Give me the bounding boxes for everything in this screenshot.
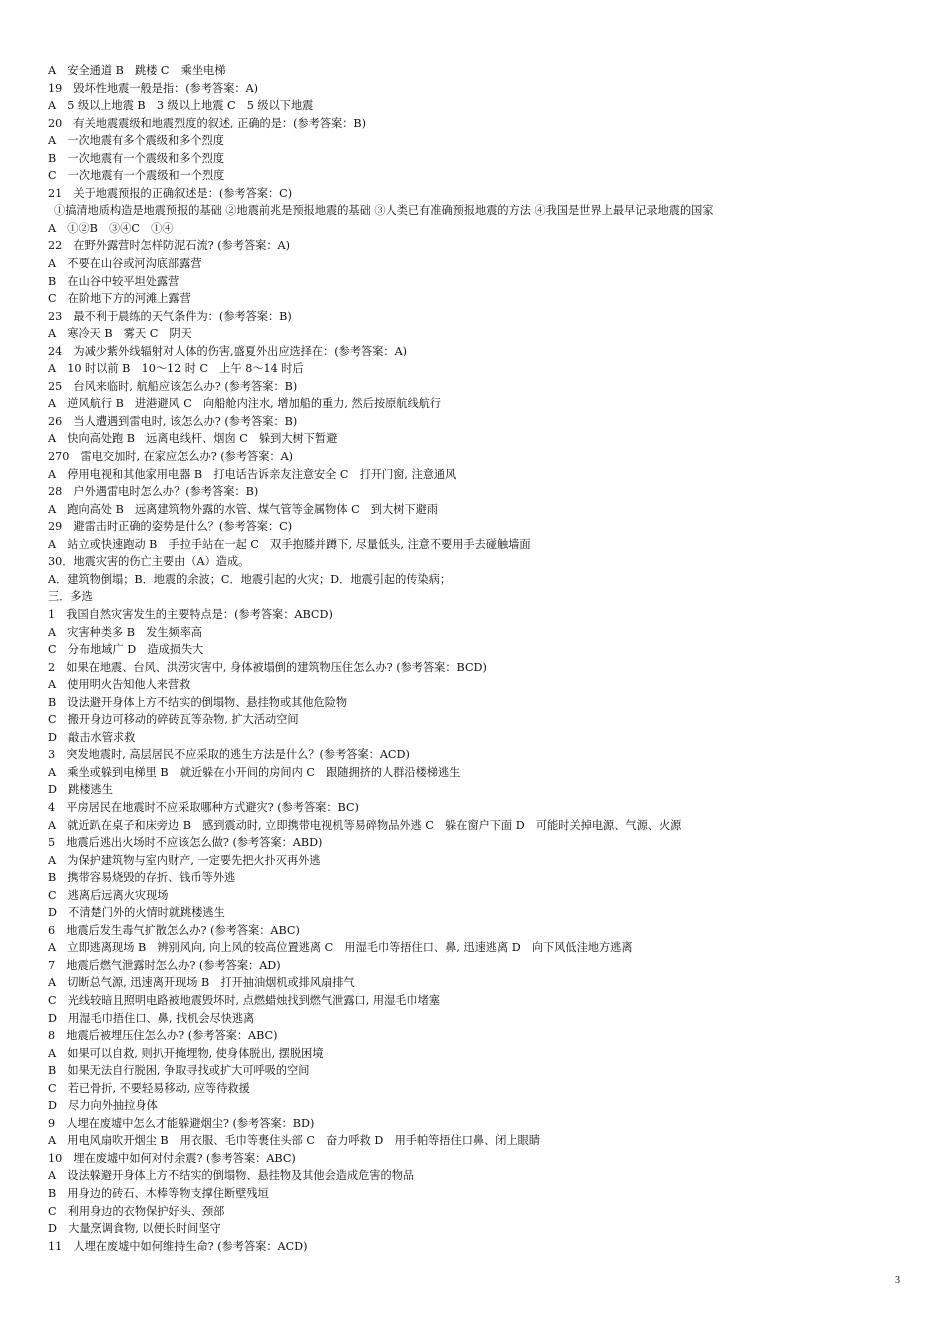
text-line: 10 埋在废墟中如何对付余震? (参考答案：ABC)	[48, 1151, 296, 1165]
text-line: ①搞清地质构造是地震预报的基础 ②地震前兆是预报地震的基础 ③人类已有准确预报地震的方法 ④我国是世界上最早记录地震的国家	[54, 204, 714, 218]
text-line: A 不要在山谷或河沟底部露营	[48, 257, 202, 271]
text-line: A 跑向高处 B 远离建筑物外露的水管、煤气管等金属物体 C 到大树下避雨	[48, 502, 438, 516]
text-line: B 如果无法自行脱困, 争取寻找或扩大可呼吸的空间	[48, 1064, 310, 1078]
text-line: A 10 时以前 B 10～12 时 C 上午 8～14 时后	[48, 362, 304, 376]
text-line: C 逃离后远离火灾现场	[48, 888, 169, 902]
text-line: C 在阶地下方的河滩上露营	[48, 292, 191, 306]
text-line: B 一次地震有一个震级和多个烈度	[48, 151, 225, 165]
text-line: D 敲击水管求救	[48, 730, 136, 744]
text-line: C 若已骨折, 不要轻易移动, 应等待救援	[48, 1081, 250, 1095]
text-line: 9 人埋在废墟中怎么才能躲避烟尘? (参考答案：BD)	[48, 1116, 315, 1130]
text-line: A 如果可以自救, 则扒开掩埋物, 使身体脱出, 摆脱困境	[48, 1046, 324, 1060]
text-line: C 利用身边的衣物保护好头、颈部	[48, 1204, 225, 1218]
text-line: 270 雷电交加时, 在家应怎么办? (参考答案：A)	[48, 450, 294, 464]
text-line: 6 地震后发生毒气扩散怎么办? (参考答案：ABC)	[48, 923, 300, 937]
text-line: 1 我国自然灾害发生的主要特点是：(参考答案：ABCD)	[48, 607, 333, 621]
text-line: A 切断总气源, 迅速离开现场 B 打开抽油烟机或排风扇排气	[48, 976, 355, 990]
text-line: C 一次地震有一个震级和一个烈度	[48, 169, 225, 183]
text-line: A 一次地震有多个震级和多个烈度	[48, 134, 224, 148]
text-line: 5 地震后逃出火场时不应该怎么做? (参考答案：ABD)	[48, 836, 323, 850]
text-line: A 5 级以上地震 B 3 级以上地震 C 5 级以下地震	[48, 99, 314, 113]
text-line: 2 如果在地震、台风、洪涝灾害中, 身体被塌倒的建筑物压住怎么办? (参考答案：BCD)	[48, 660, 487, 674]
text-line: 4 平房居民在地震时不应采取哪种方式避灾? (参考答案：BC)	[48, 800, 359, 814]
text-line: A 灾害种类多 B 发生频率高	[48, 625, 203, 639]
text-line: A 使用明火告知他人来营救	[48, 678, 191, 692]
text-line: A 就近趴在桌子和床旁边 B 感到震动时, 立即携带电视机等易碎物品外逃 C 躲在窗户下面 D 可能时关掉电源、气源、火源	[48, 818, 682, 832]
text-line: 11 人埋在废墟中如何维持生命? (参考答案：ACD)	[48, 1239, 308, 1253]
text-line: 22 在野外露营时怎样防泥石流? (参考答案：A)	[48, 239, 290, 253]
text-line: A 为保护建筑物与室内财产, 一定要先把火扑灭再外逃	[48, 853, 321, 867]
text-line: A 停用电视和其他家用电器 B 打电话告诉亲友注意安全 C 打开门窗, 注意通风	[48, 467, 457, 481]
text-line: D 尽力向外抽拉身体	[48, 1099, 158, 1113]
text-line: 21 关于地震预报的正确叙述是：(参考答案：C)	[48, 186, 293, 200]
text-line: 30．地震灾害的伤亡主要由（A）造成。	[48, 555, 250, 569]
document-body	[48, 62, 928, 1255]
text-line: A 安全通道 B 跳楼 C 乘坐电梯	[48, 64, 226, 77]
text-line: C 搬开身边可移动的碎砖瓦等杂物, 扩大活动空间	[48, 713, 299, 727]
text-line: A 立即逃离现场 B 辨别风向, 向上风的较高位置逃离 C 用湿毛巾等捂住口、鼻, 迅速逃离 D 向下风低洼地方逃离	[48, 941, 633, 955]
text-line: B 设法避开身体上方不结实的倒塌物、悬挂物或其他危险物	[48, 695, 348, 709]
text-line: A 快向高处跑 B 远离电线杆、烟囱 C 躲到大树下暂避	[48, 432, 338, 446]
text-line: 7 地震后燃气泄露时怎么办? (参考答案：AD)	[48, 958, 281, 972]
text-line: 三．多选	[48, 590, 93, 604]
text-line: 20 有关地震震级和地震烈度的叙述, 正确的是：(参考答案：B)	[48, 116, 366, 130]
text-line: D 不清楚门外的火情时就跳楼逃生	[48, 906, 225, 920]
text-line: C 分布地域广 D 造成损失大	[48, 643, 204, 657]
text-line: B 携带容易烧毁的存折、钱币等外逃	[48, 871, 236, 885]
text-line: 23 最不利于晨练的天气条件为：(参考答案：B)	[48, 309, 292, 323]
text-line: D 大量烹调食物, 以便长时间坚守	[48, 1222, 221, 1236]
text-line: A 设法躲避开身体上方不结实的倒塌物、悬挂物及其他会造成危害的物品	[48, 1169, 415, 1183]
text-line: 19 毁坏性地震一般是指：(参考答案：A)	[48, 81, 259, 95]
text-line: A 乘坐或躲到电梯里 B 就近躲在小开间的房间内 C 跟随拥挤的人群沿楼梯逃生	[48, 765, 461, 779]
text-line: 25 台风来临时, 航船应该怎么办? (参考答案：B)	[48, 379, 298, 393]
text-line: A．建筑物倒塌；B．地震的余波；C．地震引起的火灾；D．地震引起的传染病；	[48, 572, 452, 586]
text-line: 3 突发地震时, 高层居民不应采取的逃生方法是什么？(参考答案：ACD)	[48, 748, 410, 762]
text-line: 28 户外遇雷电时怎么办？(参考答案：B)	[48, 485, 259, 499]
text-line: A 寒冷天 B 雾天 C 阴天	[48, 327, 192, 341]
text-line: A ①②B ③④C ①④	[48, 221, 174, 235]
text-line: B 用身边的砖石、木棒等物支撑住断壁残垣	[48, 1187, 269, 1200]
text-line: 26 当人遭遇到雷电时, 该怎么办? (参考答案：B)	[48, 414, 298, 428]
page-number: 3	[895, 1275, 900, 1286]
text-line: 29 避雷击时正确的姿势是什么？(参考答案：C)	[48, 520, 293, 534]
text-line: B 在山谷中较平坦处露营	[48, 274, 180, 288]
text-line: A 用电风扇吹开烟尘 B 用衣服、毛巾等裹住头部 C 奋力呼救 D 用手帕等捂住口鼻、闭上眼睛	[48, 1134, 541, 1148]
text-line: A 逆风航行 B 进港避风 C 向船舱内注水, 增加船的重力, 然后按原航线航行	[48, 397, 442, 411]
text-line: D 跳楼逃生	[48, 783, 113, 797]
text-line: C 光线较暗且照明电路被地震毁坏时, 点燃蜡烛找到燃气泄露口, 用湿毛巾堵塞	[48, 993, 440, 1007]
text-line: A 站立或快速跑动 B 手拉手站在一起 C 双手抱膝并蹲下, 尽量低头, 注意不要用手去碰触墙面	[48, 537, 531, 551]
text-line: 8 地震后被埋压住怎么办? (参考答案：ABC)	[48, 1029, 278, 1043]
text-line: 24 为减少紫外线辐射对人体的伤害,盛夏外出应选择在：(参考答案：A)	[48, 344, 408, 358]
text-line: D 用湿毛巾捂住口、鼻, 找机会尽快逃离	[48, 1011, 255, 1025]
